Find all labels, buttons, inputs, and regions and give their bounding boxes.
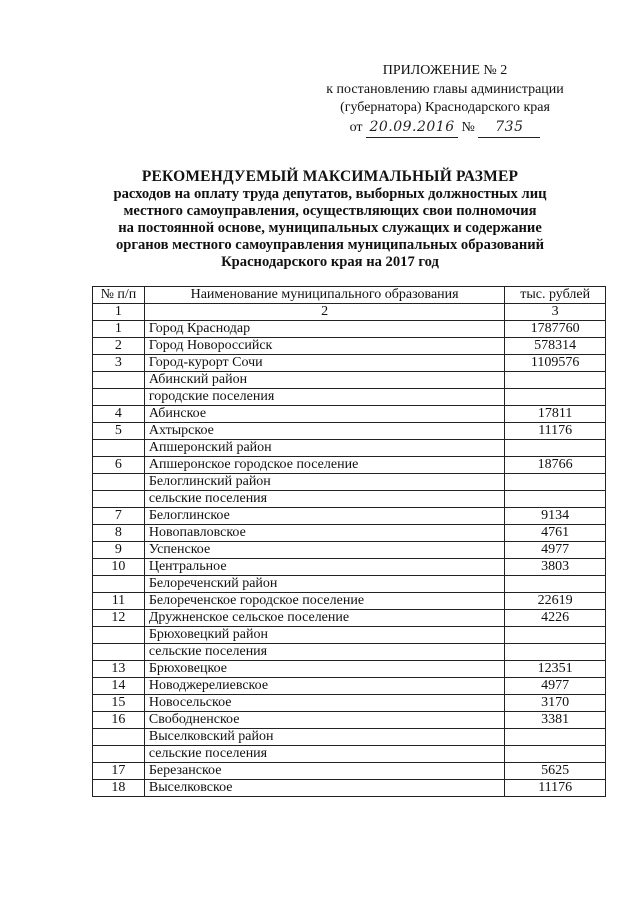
row-value: 4977 <box>541 678 570 693</box>
row-name: Апшеронский район <box>144 440 505 457</box>
row-name: Ахтырское <box>144 423 505 440</box>
row-number: 5 <box>93 423 145 440</box>
table-row <box>93 321 606 338</box>
row-name: Березанское <box>144 763 505 780</box>
row-number: 1 <box>93 321 145 338</box>
row-value: 1787760 <box>530 321 580 336</box>
row-value-cell <box>505 474 606 491</box>
row-name: Брюховецкое <box>144 661 505 678</box>
row-value-cell <box>505 321 606 338</box>
row-number: 4 <box>93 406 145 423</box>
row-name: Абинское <box>144 406 505 423</box>
row-value: 4761 <box>541 525 570 540</box>
row-value-cell <box>505 559 606 576</box>
row-value-cell <box>505 355 606 372</box>
row-number: 13 <box>93 661 145 678</box>
table-row <box>93 695 606 712</box>
row-value: 3170 <box>541 695 570 710</box>
row-value: 12351 <box>537 661 573 676</box>
row-value-cell <box>505 593 606 610</box>
table-row <box>93 627 606 644</box>
date-field <box>366 118 458 139</box>
handwritten-number: 735 <box>495 118 524 135</box>
table-row <box>93 372 606 389</box>
row-name: Белореченский район <box>144 576 505 593</box>
row-value-cell <box>505 746 606 763</box>
row-name: Свободненское <box>144 712 505 729</box>
row-name: Белореченское городское поселение <box>144 593 505 610</box>
row-value: 1109576 <box>530 355 580 370</box>
row-name: Новопавловское <box>144 525 505 542</box>
header-name: Наименование муниципального образования <box>144 287 505 304</box>
table-row <box>93 338 606 355</box>
row-value-cell <box>505 678 606 695</box>
row-value-cell <box>505 440 606 457</box>
header-value: тыс. рублей <box>505 287 606 304</box>
row-value: 22619 <box>537 593 573 608</box>
row-value-cell <box>505 610 606 627</box>
table-row <box>93 576 606 593</box>
row-value-cell <box>505 389 606 406</box>
column-number-2: 2 <box>144 304 505 321</box>
row-name: Новоджерелиевское <box>144 678 505 695</box>
table-row <box>93 610 606 627</box>
row-name: Выселковское <box>144 780 505 797</box>
table-row <box>93 474 606 491</box>
row-value: 18766 <box>537 457 573 472</box>
table-row <box>93 780 606 797</box>
row-name: Успенское <box>144 542 505 559</box>
row-number: 2 <box>93 338 145 355</box>
table-row <box>93 491 606 508</box>
row-number <box>93 474 145 491</box>
row-number: 8 <box>93 525 145 542</box>
row-name: Выселковский район <box>144 729 505 746</box>
table-row <box>93 729 606 746</box>
row-value-cell <box>505 525 606 542</box>
title-line-6: Краснодарского края на 2017 год <box>221 254 439 270</box>
row-number <box>93 644 145 661</box>
row-name: Центральное <box>144 559 505 576</box>
row-name: сельские поселения <box>144 746 505 763</box>
table-row <box>93 423 606 440</box>
table-row <box>93 406 606 423</box>
handwritten-date: 20.09.2016 <box>369 118 455 135</box>
row-number <box>93 746 145 763</box>
annex-line-1: к постановлению главы администрации <box>326 81 564 97</box>
title-line-3: местного самоуправления, осуществляющих свои полномочия <box>123 203 537 219</box>
table-row <box>93 508 606 525</box>
table-body <box>93 287 606 797</box>
row-value-cell <box>505 627 606 644</box>
row-number: 6 <box>93 457 145 474</box>
table-row <box>93 678 606 695</box>
row-value-cell <box>505 423 606 440</box>
row-value-cell <box>505 372 606 389</box>
table-row <box>93 712 606 729</box>
row-name: Дружненское сельское поселение <box>144 610 505 627</box>
row-value: 9134 <box>541 508 570 523</box>
document-title <box>60 168 600 271</box>
row-number <box>93 440 145 457</box>
row-number <box>93 627 145 644</box>
row-value-cell <box>505 542 606 559</box>
row-number <box>93 729 145 746</box>
row-value: 5625 <box>541 763 570 778</box>
annex-line-2: (губернатора) Краснодарского края <box>340 100 550 115</box>
row-value: 3803 <box>541 559 570 574</box>
row-number <box>93 389 145 406</box>
row-number: 14 <box>93 678 145 695</box>
row-name: сельские поселения <box>144 491 505 508</box>
row-value: 17811 <box>537 406 573 421</box>
row-value: 578314 <box>534 338 577 353</box>
table-row <box>93 644 606 661</box>
number-field <box>478 118 540 139</box>
row-name: сельские поселения <box>144 644 505 661</box>
number-prefix: № <box>461 119 475 135</box>
row-value-cell <box>505 661 606 678</box>
row-value-cell <box>505 491 606 508</box>
row-value-cell <box>505 457 606 474</box>
row-value-cell <box>505 763 606 780</box>
header-number: № п/п <box>93 287 145 304</box>
column-number-1: 1 <box>93 304 145 321</box>
column-number-row <box>93 304 606 321</box>
table-row <box>93 542 606 559</box>
row-value: 3381 <box>541 712 570 727</box>
row-value: 11176 <box>538 780 573 795</box>
table-row <box>93 559 606 576</box>
row-name: Апшеронское городское поселение <box>144 457 505 474</box>
table-row <box>93 389 606 406</box>
row-number: 3 <box>93 355 145 372</box>
row-value-cell <box>505 695 606 712</box>
row-value-cell <box>505 508 606 525</box>
table-row <box>93 593 606 610</box>
table-row <box>93 746 606 763</box>
row-number <box>93 372 145 389</box>
column-number-3: 3 <box>505 304 606 321</box>
row-name: Город Краснодар <box>144 321 505 338</box>
row-name: Новосельское <box>144 695 505 712</box>
row-name: Город-курорт Сочи <box>144 355 505 372</box>
table-header-row <box>93 287 606 304</box>
table-row <box>93 763 606 780</box>
row-value-cell <box>505 338 606 355</box>
table-row <box>93 525 606 542</box>
row-value-cell <box>505 729 606 746</box>
row-name: Город Новороссийск <box>144 338 505 355</box>
row-number: 9 <box>93 542 145 559</box>
row-number: 12 <box>93 610 145 627</box>
row-number: 18 <box>93 780 145 797</box>
row-value: 4977 <box>541 542 570 557</box>
date-prefix: от <box>349 119 363 135</box>
row-number: 17 <box>93 763 145 780</box>
title-line-5: органов местного самоуправления муниципальных образований <box>115 237 545 253</box>
row-value-cell <box>505 780 606 797</box>
title-line-1: РЕКОМЕНДУЕМЫЙ МАКСИМАЛЬНЫЙ РАЗМЕР <box>141 168 519 185</box>
row-value-cell <box>505 712 606 729</box>
row-number: 15 <box>93 695 145 712</box>
annex-block <box>300 62 590 138</box>
table-row <box>93 355 606 372</box>
row-value: 11176 <box>538 423 573 438</box>
row-name: Брюховецкий район <box>144 627 505 644</box>
table-row <box>93 457 606 474</box>
row-value-cell <box>505 576 606 593</box>
row-value-cell <box>505 644 606 661</box>
municipal-table <box>92 286 606 797</box>
row-number: 16 <box>93 712 145 729</box>
row-name: городские поселения <box>144 389 505 406</box>
row-name: Белоглинское <box>144 508 505 525</box>
title-line-2: расходов на оплату труда депутатов, выборных должностных лиц <box>113 186 547 202</box>
annex-title: ПРИЛОЖЕНИЕ № 2 <box>382 63 508 78</box>
row-name: Белоглинский район <box>144 474 505 491</box>
annex-date-line <box>300 118 590 138</box>
table-row <box>93 440 606 457</box>
row-number: 7 <box>93 508 145 525</box>
row-name: Абинский район <box>144 372 505 389</box>
row-value: 4226 <box>541 610 570 625</box>
row-number: 10 <box>93 559 145 576</box>
table-row <box>93 661 606 678</box>
row-number: 11 <box>93 593 145 610</box>
row-value-cell <box>505 406 606 423</box>
title-line-4: на постоянной основе, муниципальных служащих и содержание <box>118 220 542 236</box>
row-number <box>93 576 145 593</box>
row-number <box>93 491 145 508</box>
